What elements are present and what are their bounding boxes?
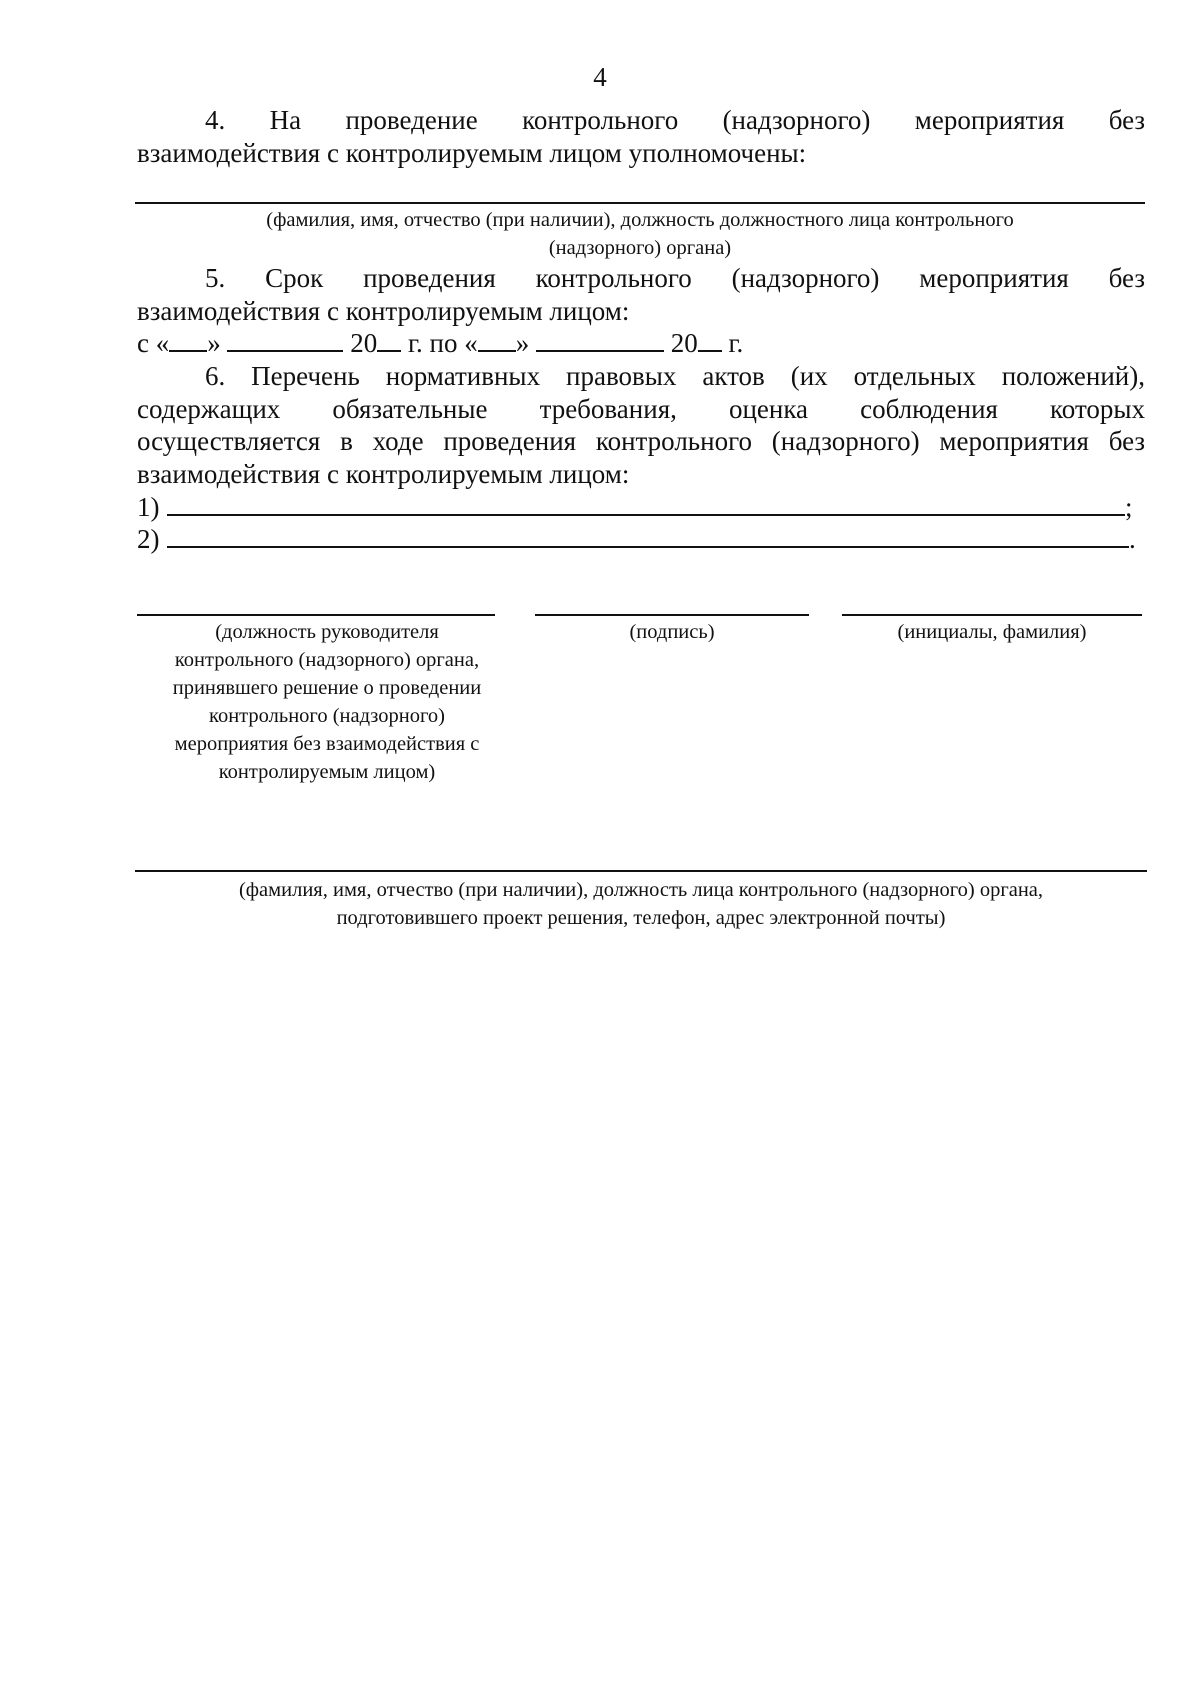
start-month-blank[interactable]	[227, 328, 343, 352]
authorized-person-blank[interactable]	[135, 202, 1145, 204]
end-day-blank[interactable]	[478, 328, 516, 352]
date-range-line: с « » 20 г. по « » 20 г.	[137, 328, 744, 358]
section6-line2: содержащих обязательные требования, оценка соблюдения которых	[137, 394, 1146, 424]
act-2-blank[interactable]	[167, 524, 1129, 548]
head-name-blank[interactable]	[842, 614, 1142, 616]
section6-line3: осуществляется в ходе проведения контрольного (надзорного) мероприятия без	[137, 426, 1146, 456]
preparer-blank[interactable]	[135, 870, 1147, 872]
act-1-blank[interactable]	[167, 492, 1125, 516]
end-year-blank[interactable]	[698, 328, 722, 352]
page-number: 4	[593, 62, 607, 92]
preparer-caption: (фамилия, имя, отчество (при наличии), должность лица контрольного (надзорного) органа, подготовившего проект решения, телефон, адрес электронной почты)	[238, 879, 1044, 929]
head-position-caption: (должность руководителя контрольного (надзорного) органа, принявшего решение о проведении контрольного (надзорного) мероприятия без взаимодействия с контролируемым лицом)	[172, 621, 482, 783]
list-item-2: 2) .	[137, 524, 1136, 554]
section5-line1: 5. Срок проведения контрольного (надзорного) мероприятия без	[205, 263, 1146, 293]
section4-line1: 4. На проведение контрольного (надзорного) мероприятия без	[205, 105, 1146, 135]
head-name-caption: (инициалы, фамилия)	[897, 621, 1087, 643]
section5-line2: взаимодействия с контролируемым лицом:	[137, 296, 630, 326]
end-month-blank[interactable]	[536, 328, 664, 352]
list-item-1: 1) ;	[137, 492, 1133, 522]
authorized-person-caption: (фамилия, имя, отчество (при наличии), должность должностного лица контрольного (надзорного) органа)	[266, 209, 1014, 259]
start-year-blank[interactable]	[377, 328, 401, 352]
head-position-blank[interactable]	[137, 614, 495, 616]
section6-line4: взаимодействия с контролируемым лицом:	[137, 459, 630, 489]
section4-line2: взаимодействия с контролируемым лицом уполномочены:	[137, 138, 807, 168]
start-day-blank[interactable]	[169, 328, 207, 352]
signature-blank[interactable]	[535, 614, 809, 616]
signature-caption: (подпись)	[629, 621, 715, 643]
section6-line1: 6. Перечень нормативных правовых актов (их отдельных положений),	[205, 361, 1146, 391]
